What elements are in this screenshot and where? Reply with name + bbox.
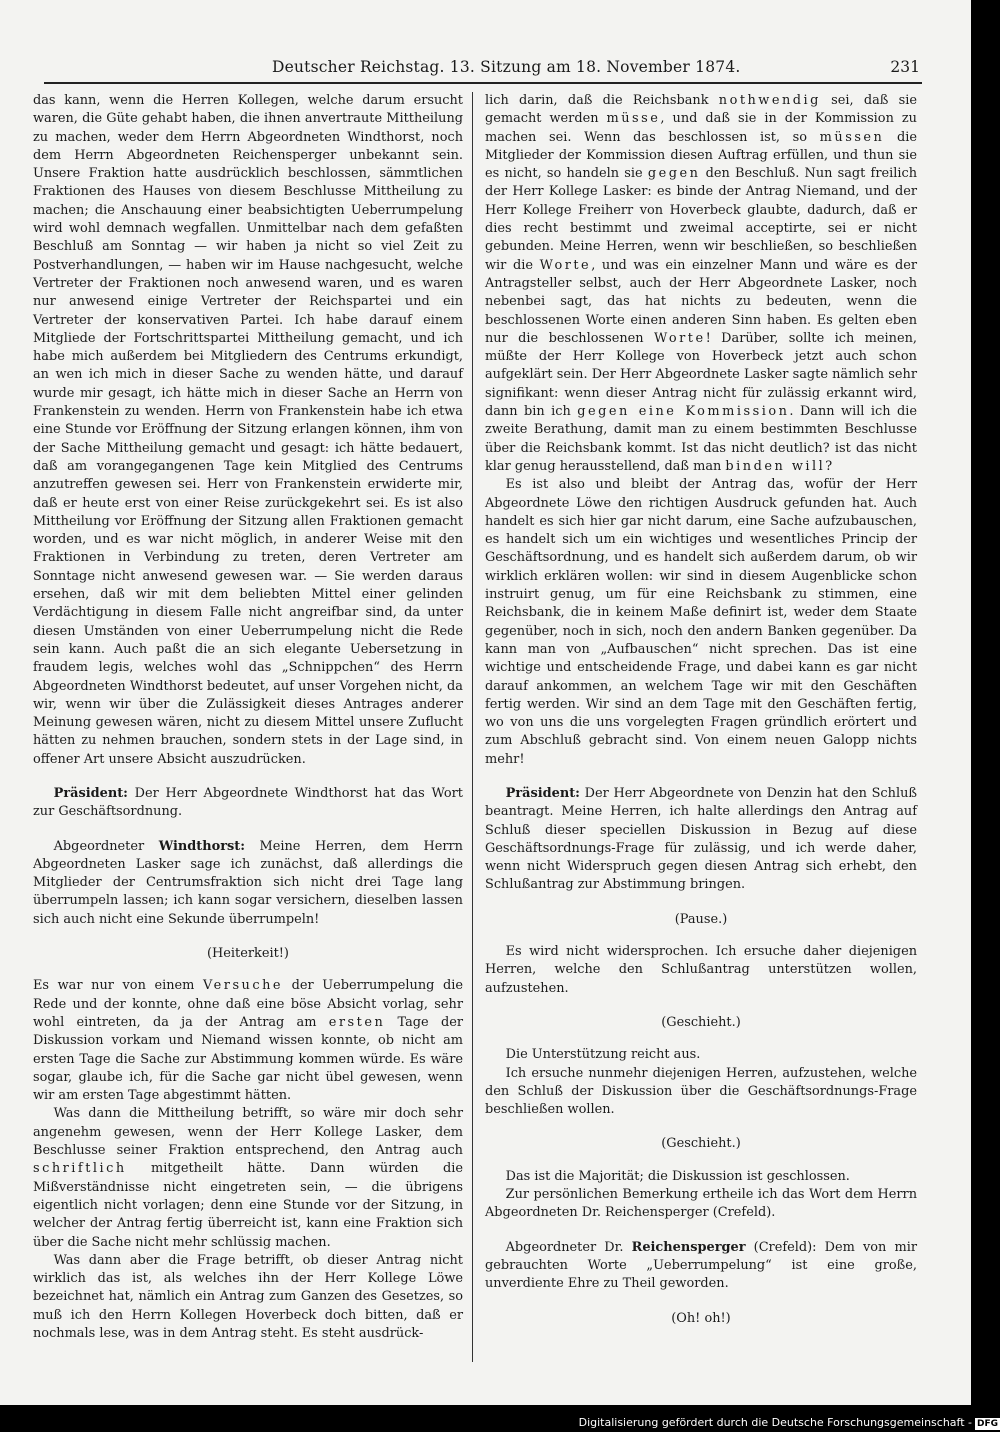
emphasis: ersten — [328, 1014, 386, 1030]
speaker-prefix: Abgeordneter Dr. — [505, 1239, 632, 1255]
speaker-prefix: Abgeordneter — [53, 838, 159, 854]
paragraph: Die Unterstützung reicht aus. — [505, 1047, 701, 1063]
text-run: , und was ein einzelner Mann und wäre es der Antragsteller selbst, auch der Herr Abgeordnete Lasker, noch nebenbei sagt, das hat nichts zu bedeuten, wenn die beschlossenen Worte einen anderen Sinn haben. Es gelten eben nur die beschlossenen — [485, 257, 917, 346]
text-run: lich darin, daß die Reichsbank — [485, 93, 719, 108]
emphasis: nothwendig — [718, 93, 821, 108]
text-run: die Mitglieder der Kommission diesen Auftrag erfüllen, und thun sie es nicht, so handeln sie — [485, 129, 917, 182]
interjection: (Heiterkeit!) — [207, 946, 289, 962]
text-run: mitgetheilt hätte. Dann würden die Mißverständnisse nicht eingetreten sein, — die übrigens eigentlich nicht vorlagen; denn eine Stunde vor der Sitzung, in welcher der Antrag fertig überreicht ist, kann eine Fraktion sich über die Sache nicht mehr schlüssig machen. — [33, 1161, 463, 1250]
emphasis: Worte — [653, 330, 706, 346]
emphasis: Worte — [539, 257, 592, 273]
emphasis: binden will — [725, 458, 826, 474]
page-header — [44, 58, 924, 80]
paragraph — [33, 977, 463, 1105]
paragraph: das kann, wenn die Herren Kollegen, welche darum ersucht waren, die Güte gehabt haben, die ihnen anvertraute Mittheilung zu machen, weder dem Herrn Abgeordneten Windthorst, noch dem Herrn Abgeordneten Reichensperger unbekannt sein. Unsere Fraktion hatte ausdrücklich beschlossen, sämmtlichen Fraktionen des Hauses von diesem Beschlusse Mittheilung zu machen; die Anschauung einer beabsichtigten Ueberrumpelung wird wohl demnach wegfallen. Unmittelbar nach dem gefaßten Beschluß am Sonntag — wir haben ja nicht so viel Zeit zu Postverhandlungen, — haben wir im Hause nachgesucht, welche Vertreter der Fraktionen noch anwesend waren, und es waren nur anwesend einige Vertreter der Reichspartei und ein Vertreter der konservativen Partei. Ich habe darauf einem Mitgliede der Fortschrittspartei Mittheilung gemacht, und ich habe mich außerdem bei Mitgliedern des Centrums erkundigt, an wen ich mich in dieser Sache zu wenden hätte, und darauf wurde mir gesagt, ich hätte mich in dieser Sache an Herrn von Frankenstein zu wenden. Herrn von Frankenstein habe ich etwa eine Stunde vor Eröffnung der Sitzung erlangen können, ihm von der Sache Mittheilung gemacht und gesagt: ich hätte bedauert, daß am vorangegangenen Tage kein Mitglied des Centrums anzutreffen gewesen sei. Herr von Frankenstein erwiderte mir, daß er heute erst von einer Reise zurückgekehrt sei. Es ist also Mittheilung vor Eröffnung der Sitzung allen Fraktionen gemacht worden, und es war nicht möglich, in anderer Weise mit den Fraktionen in Verbindung zu treten, deren Vertreter am Sonntage nicht anwesend gewesen war. — Sie werden daraus ersehen, daß wir mit dem beliebten Mittel einer gelinden Verdächtigung in diesem Falle nicht angreifbar sind, da unter diesen Umständen von einer Ueberrumpelung nicht die Rede sein kann. Auch paßt die an sich elegante Uebersetzung in fraudem legis, welches wohl das „Schnippchen“ des Herrn Abgeordneten Windthorst bedeutet, auf unser Vorgehen nicht, da wir, wenn wir über die Zulässigkeit dieses Antrages anderer Meinung gewesen wären, nicht zu diesem Mittel unsere Zuflucht hätten zu nehmen brauchen, sondern stets in der Lage sind, in offener Art unsere Absicht auszudrücken. — [33, 93, 463, 767]
interjection: (Geschieht.) — [661, 1136, 741, 1152]
page-number: 231 — [890, 58, 920, 76]
paragraph: Es ist also und bleibt der Antrag das, wofür der Herr Abgeordnete Löwe den richtigen Ausdruck gefunden hat. Auch handelt es sich hier gar nicht darum, eine Sache aufzubauschen, es handelt sich um ein wichtiges und wesentliches Princip der Geschäftsordnung, und es handelt sich außerdem darum, ob wir wirklich erklären wollen: wir sind in diesem Augenblicke schon instruirt genug, um für eine Reichsbank zu stimmen, eine Reichsbank, die in keinem Maße definirt ist, weder dem Staate gegenüber, noch in sich, noch den andern Banken gegenüber. Da kann man von „Aufbauschen“ nicht sprechen. Das ist eine wichtige und entscheidende Frage, und dabei kann es gar nicht darauf ankommen, an welchem Tage wir mit den Geschäften fertig werden. Wir sind an dem Tage mit den Geschäften fertig, wo von uns die uns vorgelegten Fragen gründlich erörtert und zum Abschluß gebracht sind. Von einem neuen Galopp nichts mehr! — [485, 477, 917, 767]
speech-text: Der Herr Abgeordnete von Denzin hat den Schluß beantragt. Meine Herren, ich halte allerdings den Antrag auf Schluß dieser speciellen Diskussion in Bezug auf diese Geschäftsordnungs-Frage für zulässig, und ich werde daher, wenn nicht Widerspruch gegen diesen Antrag sich erhebt, den Schlußantrag zur Abstimmung bringen. — [485, 785, 917, 893]
running-title: Deutscher Reichstag. 13. Sitzung am 18. November 1874. — [272, 58, 741, 76]
speaker-name: Windthorst: — [158, 838, 245, 854]
paragraph — [33, 785, 463, 822]
text-run: , und daß sie in der Kommission zu machen sei. Wenn das beschlossen ist, so — [485, 111, 917, 145]
interjection: (Geschieht.) — [661, 1014, 741, 1030]
digitization-footer — [560, 1416, 1000, 1430]
paragraph — [485, 92, 917, 476]
emphasis: gegen eine Kommission — [577, 404, 790, 420]
speaker-name: Präsident: — [53, 785, 128, 801]
header-rule — [44, 82, 922, 84]
speech-text: Meine Herren, dem Herrn Abgeordneten Lasker sage ich zunächst, daß allerdings die Mitglieder der Centrumsfraktion sich nicht drei Tage lang überrumpeln lassen; ich kann sogar versichern, dieselben lassen sich auch nicht eine Sekunde überrumpeln! — [33, 838, 463, 927]
emphasis: schriftlich — [33, 1161, 127, 1177]
text-run: Es war nur von einem — [33, 978, 204, 994]
right-column — [485, 92, 917, 1342]
text-run: ! Darüber, sollte ich meinen, müßte der Herr Kollege von Hoverbeck jetzt auch schon aufgeklärt sein. Der Herr Abgeordnete Lasker sagte nämlich sehr signifikant: wenn dieser Antrag nicht für zulässig erkannt wird, dann bin ich — [485, 330, 917, 420]
text-run: ? — [825, 458, 833, 474]
paragraph: Das ist die Majorität; die Diskussion ist geschlossen. — [505, 1168, 850, 1184]
text-run: sei, daß sie gemacht werden — [485, 93, 917, 127]
paragraph — [33, 1105, 463, 1251]
text-run: Tage der Diskussion vorkam und Niemand wissen konnte, ob nicht am ersten Tage die Sache zur Abstimmung kommen würde. Es wäre sogar, glaube ich, für die Sache gar nicht übel gewesen, wenn wir am ersten Tage abgestimmt hätten. — [33, 1014, 463, 1104]
emphasis: müsse — [606, 111, 661, 127]
speaker-name: Reichensperger — [631, 1239, 746, 1255]
text-run: den Beschluß. Nun sagt freilich der Herr Kollege Lasker: es binde der Antrag Niemand, und der Herr Kollege Freiherr von Hoverbeck glaubte, dadurch, daß er dies recht bestimmt und zweimal acceptirte, sei er nicht gebunden. Meine Herren, wenn wir beschließen, so beschließen wir die — [485, 166, 918, 273]
interjection: (Pause.) — [674, 911, 728, 927]
column-divider — [472, 92, 473, 1362]
interjection: (Oh! oh!) — [671, 1310, 731, 1326]
text-run: Was dann die Mittheilung betrifft, so wäre mir doch sehr angenehm gewesen, wenn der Herr Kollege Lasker, dem Beschlusse seiner Fraktion entsprechend, den Antrag auch — [33, 1106, 463, 1159]
emphasis: müssen — [819, 129, 885, 145]
text-run: . Dann will ich die zweite Berathung, damit man zu einem bestimmten Beschlusse über die Reichsbank kommt. Ist das nicht deutlich? ist das nicht klar genug herausstellend, daß man — [485, 404, 917, 474]
emphasis: gegen — [647, 166, 701, 182]
text-run: der Ueberrumpelung die Rede und der konnte, ohne daß eine böse Absicht vorlag, sehr wohl eintreten, da ja der Antrag am — [33, 978, 464, 1030]
paragraph: Es wird nicht widersprochen. Ich ersuche daher diejenigen Herren, welche den Schlußantrag unterstützen wollen, aufzustehen. — [485, 944, 917, 996]
speech-text: Der Herr Abgeordnete Windthorst hat das Wort zur Geschäftsordnung. — [33, 785, 463, 820]
left-column — [33, 92, 463, 1343]
paragraph — [485, 1239, 917, 1294]
paragraph — [33, 838, 463, 929]
speech-text: (Crefeld): Dem von mir gebrauchten Worte „Ueberrumpelung“ ist eine große, unverdiente Ehre zu Theil geworden. — [485, 1239, 917, 1292]
dfg-logo: DFG — [976, 1419, 998, 1429]
emphasis: Versuche — [203, 978, 284, 994]
speaker-name: Präsident: — [505, 785, 580, 801]
paragraph — [485, 785, 917, 895]
footer-credit: Digitalisierung gefördert durch die Deutsche Forschungsgemeinschaft - — [578, 1416, 972, 1429]
paragraph: Was dann aber die Frage betrifft, ob dieser Antrag nicht wirklich das ist, als welches ihn der Herr Kollege Löwe bezeichnet hat, nämlich ein Antrag zum Ganzen des Gesetzes, so muß ich den Herrn Kollegen Hoverbeck doch bitten, daß er nochmals lese, was in dem Antrag steht. Es steht ausdrück- — [33, 1252, 463, 1341]
paragraph: Zur persönlichen Bemerkung ertheile ich das Wort dem Herrn Abgeordneten Dr. Reichensperger (Crefeld). — [485, 1187, 917, 1221]
paragraph: Ich ersuche nunmehr diejenigen Herren, aufzustehen, welche den Schluß der Diskussion über die Geschäftsordnungs-Frage beschließen wollen. — [485, 1065, 917, 1118]
